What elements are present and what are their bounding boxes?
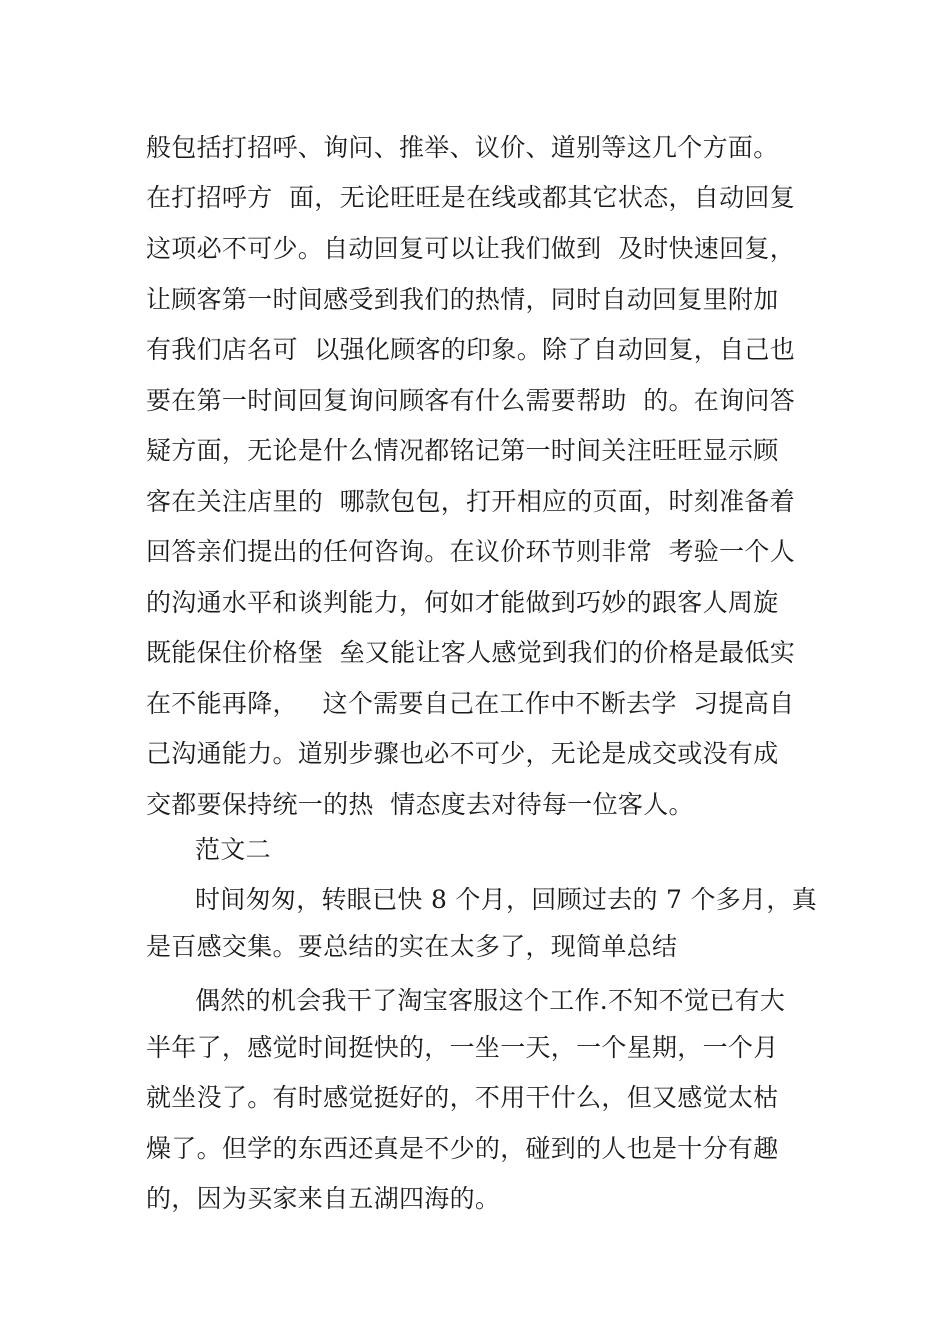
text-line: 客在关注店里的 哪款包包，打开相应的页面，时刻准备着	[146, 487, 795, 516]
text-line: 的，因为买家来自五湖四海的。	[146, 1184, 501, 1213]
text-line: 就坐没了。有时感觉挺好的，不用干什么，但又感觉太枯	[146, 1083, 779, 1112]
text-line: 交都要保持统一的热 情态度去对待每一位客人。	[146, 790, 694, 819]
text-line: 是百感交集。要总结的实在太多了，现简单总结	[146, 932, 678, 961]
text-line: 回答亲们提出的任何咨询。在议价环节则非常 考验一个人	[146, 537, 795, 566]
text-line: 半年了，感觉时间挺快的，一坐一天，一个星期，一个月	[146, 1033, 779, 1062]
text-line: 疑方面，无论是什么情况都铭记第一时间关注旺旺显示顾	[146, 436, 779, 465]
text-line: 这项必不可少。自动回复可以让我们做到 及时快速回复，	[146, 234, 795, 263]
text-line: 让顾客第一时间感受到我们的热情，同时自动回复里附加	[146, 285, 779, 314]
text-line: 偶然的机会我干了淘宝客服这个工作.不知不觉已有大	[195, 986, 786, 1015]
text-line: 时间匆匆，转眼已快 8 个月，回顾过去的 7 个多月，真	[195, 885, 818, 914]
text-line: 在不能再降， 这个需要自己在工作中不断去学 习提高自	[146, 689, 795, 718]
text-line: 要在第一时间回复询问顾客有什么需要帮助 的。在询问答	[146, 386, 795, 415]
text-line: 般包括打招呼、询问、推举、议价、道别等这几个方面。	[146, 133, 779, 162]
text-line: 燥了。但学的东西还真是不少的，碰到的人也是十分有趣	[146, 1134, 779, 1163]
text-line: 己沟通能力。道别步骤也必不可少，无论是成交或没有成	[146, 739, 779, 768]
text-line: 在打招呼方 面，无论旺旺是在线或都其它状态，自动回复	[146, 183, 795, 212]
text-line: 有我们店名可 以强化顾客的印象。除了自动回复，自己也	[146, 335, 795, 364]
text-line: 既能保住价格堡 垒又能让客人感觉到我们的价格是最低实	[146, 638, 795, 667]
section-heading: 范文二	[195, 835, 271, 864]
text-line: 的沟通水平和谈判能力，何如才能做到巧妙的跟客人周旋	[146, 588, 779, 617]
